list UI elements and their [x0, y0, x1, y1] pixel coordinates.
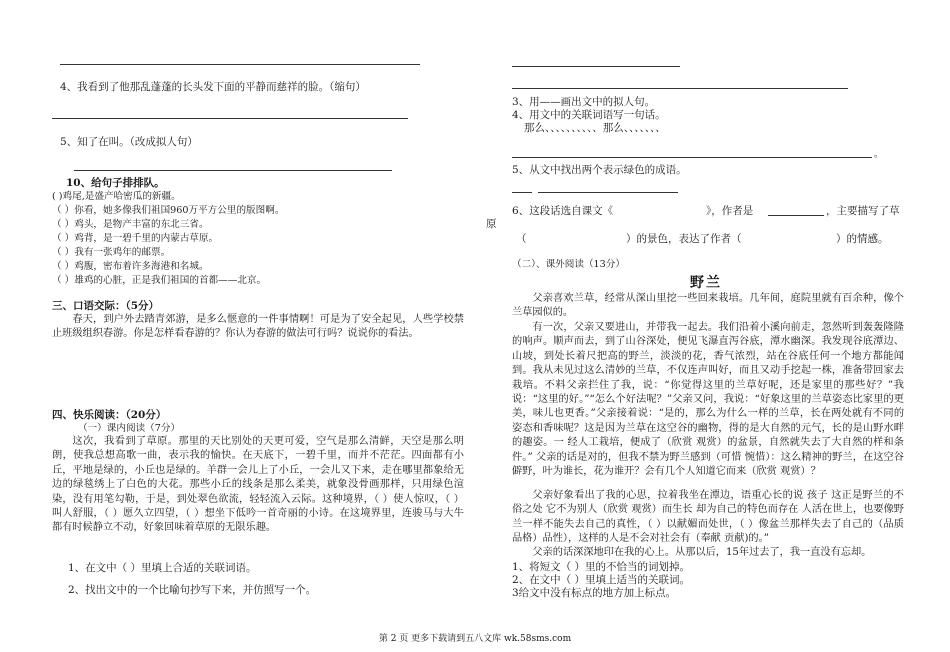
question-6-part-e: （ — [516, 233, 527, 245]
answer-line — [512, 88, 848, 89]
article-paragraph-3: 父亲好象看出了我的心思，拉着我坐在潭边，语重心长的说 孩子 这正是野兰的不俗之处 它不为别人（欣赏 观赏）而生长 却为自己的特色而存在 人活在世上，也要像野兰一样不能失去自己的真性，（ ）以献媚而处世，（ ）像盆兰那样失去了自己的（品质 品格）品性），这样的人是不会对社会有（奉献 贡献)的。” — [512, 490, 904, 545]
question-6-part-g: ）的情感。 — [836, 233, 889, 245]
article-paragraph-4: 父亲的话深深地印在我的心上。从那以后，15年过去了，我一直没有忘却。 — [532, 547, 872, 558]
period-mark: 。 — [874, 149, 884, 160]
question-4-shorten: 4、我看到了他那乱蓬蓬的长头发下面的平静而慈祥的脸。（缩句） — [60, 81, 366, 93]
sort-item: ( )鸡尾,是盛产哈密瓜的新疆。 — [52, 191, 181, 202]
section-10-title: 10、给句子排排队。 — [66, 177, 165, 189]
sort-item: （ ）鸡头，是物产丰富的东北三省。 — [52, 219, 209, 230]
answer-line — [512, 157, 872, 158]
outside-question-2: 2、在文中（ ）里填上适当的关联词。 — [512, 574, 691, 586]
section-2-subtitle: （二）、课外阅读（13分） — [512, 259, 625, 270]
question-6-part-c: ，主要描写了草 — [826, 205, 900, 217]
outside-question-3: 3给文中没有标点的地方加上标点。 — [512, 587, 677, 599]
question-3-underline: 3、用——画出文中的拟人句。 — [512, 96, 656, 108]
section-3-prompt: 春天，到户外去踏青郊游，是多么惬意的一件事情啊！可是为了安全起见，人些学校禁止班级组织春游。你是怎样看春游的？你认为春游的做法可行吗？说说你的看法。 — [52, 314, 464, 340]
page-footer: 第 2 页 更多下载请到五八文库 wk.58sms.com — [378, 634, 572, 644]
outside-question-1: 1、将短文（ ）里的不恰当的词划掉。 — [512, 561, 691, 573]
answer-line — [538, 192, 678, 193]
question-5-personify: 5、知了在叫。（改成拟人句） — [60, 136, 198, 148]
question-6-part-a: 6、这段话选自课文《 — [512, 205, 614, 217]
sort-item: （ ）我有一张鸡年的邮票。 — [52, 247, 171, 258]
sort-item: （ ）鸡腹，密布着许多海港和名城。 — [52, 261, 209, 272]
answer-line — [60, 64, 420, 65]
grassland-passage: 这次，我看到了草原。那里的天比别处的天更可爱，空气是那么清鲜，天空是那么明朗，使我总想高歌一曲，表示我的愉快。在天底下，一碧千里，而并不茫茫。四面都有小丘，平地是绿的，小丘也是绿的。羊群一会儿上了小丘，一会儿又下来，走在哪里都象给无边的绿毯绣上了白色的大花。那些小丘的线条是那么柔美，就象没骨画那样，只用绿色渲染，没有用笔勾勒，于是，到处翠色欲流，轻轻流入云际。这种境界，（ ）使人惊叹，（ ）叫人舒服，（ ）愿久立四望，（ ）想坐下低吟一首奇丽的小诗。在这境界里，连骏马与大牛都有时候静立不动，好象回味着草原的无限乐趣。 — [52, 436, 464, 534]
reading-question-1: 1、在文中（ ）里填上合适的关联词语。 — [68, 562, 257, 574]
article-title: 野兰 — [690, 275, 722, 291]
answer-line — [74, 170, 392, 171]
sort-item: （ ）你看，她多像我们祖国960万平方公里的版图啊。 — [52, 205, 285, 216]
question-6-part-f: ）的景色，表达了作者（ — [626, 233, 742, 245]
reading-question-2: 2、找出文中的一个比喻句抄写下来，并仿照写一个。 — [68, 584, 317, 596]
section-3-title: 三、口语交际：（5分） — [52, 300, 160, 312]
question-4-conjunction: 4、用文中的关联词语写一句话。 — [512, 109, 666, 121]
conjunction-pattern: 那么、、、、、、、、、、那么、、、、、、、 — [524, 122, 666, 134]
answer-line — [768, 215, 824, 216]
question-6-part-b: 》，作者是 — [706, 205, 754, 217]
article-paragraph-1: 父亲喜欢兰草，经常从深山里挖一些回来栽培。几年间，庭院里就有百余种，像个兰草园似的。 — [512, 293, 904, 319]
answer-line — [512, 66, 680, 67]
section-4-subtitle: （一）课内阅读（7分） — [78, 423, 181, 434]
question-5-idioms: 5、从文中找出两个表示绿色的成语。 — [512, 164, 687, 176]
sort-item: （ ）雄鸡的心脏，正是我们祖国的首都——北京。 — [52, 275, 267, 286]
question-6-part-d: 原 — [486, 218, 497, 230]
article-paragraph-2: 有一次，父亲又要进山，并带我一起去。我们沿着小溪向前走，忽然听到轰轰隆隆的响声。顺声而去，到了山谷深处，便见飞瀑直泻谷底，潭水幽深。我发现谷底潭边、山坡，到处长着尺把高的野兰，淡淡的花，香气浓烈，站在谷底任何一个地方都能闻到。我从未见过这么清妙的兰草，不仅连声叫好，而且又动手挖起一株，准备带回家去栽培。不料父亲拦住了我，说：“你觉得这里的兰草好呢，还是家里的那些好？”我说：“这里的好。”“怎么个好法呢？”父亲又问，我说：“好象这里的兰草姿态比家里的更美，味儿也更香。”父亲接着说：“是的，那么为什么一样的兰草，长在两处就有不同的姿态和香味呢？这是因为兰草在这空谷的幽物，得的是大自然的元气，长的是山野水畔的趣姿。一 经人工栽培，便成了（欣赏 观赏）的盆景，自然就失去了大自然的样和条件。” 父亲的话是对的，但我不禁为野兰感到（可惜 惋惜）：这么精神的野兰，在这空谷僻野，叶为谁长，花为谁开？会有几个人知道它而来（欣赏 观赏）？ — [512, 322, 904, 478]
section-4-title: 四、快乐阅读：（20分） — [52, 409, 167, 421]
answer-line — [512, 192, 532, 193]
answer-line — [52, 118, 408, 119]
sort-item: （ ）鸡背，是一碧千里的内蒙古草原。 — [52, 233, 219, 244]
